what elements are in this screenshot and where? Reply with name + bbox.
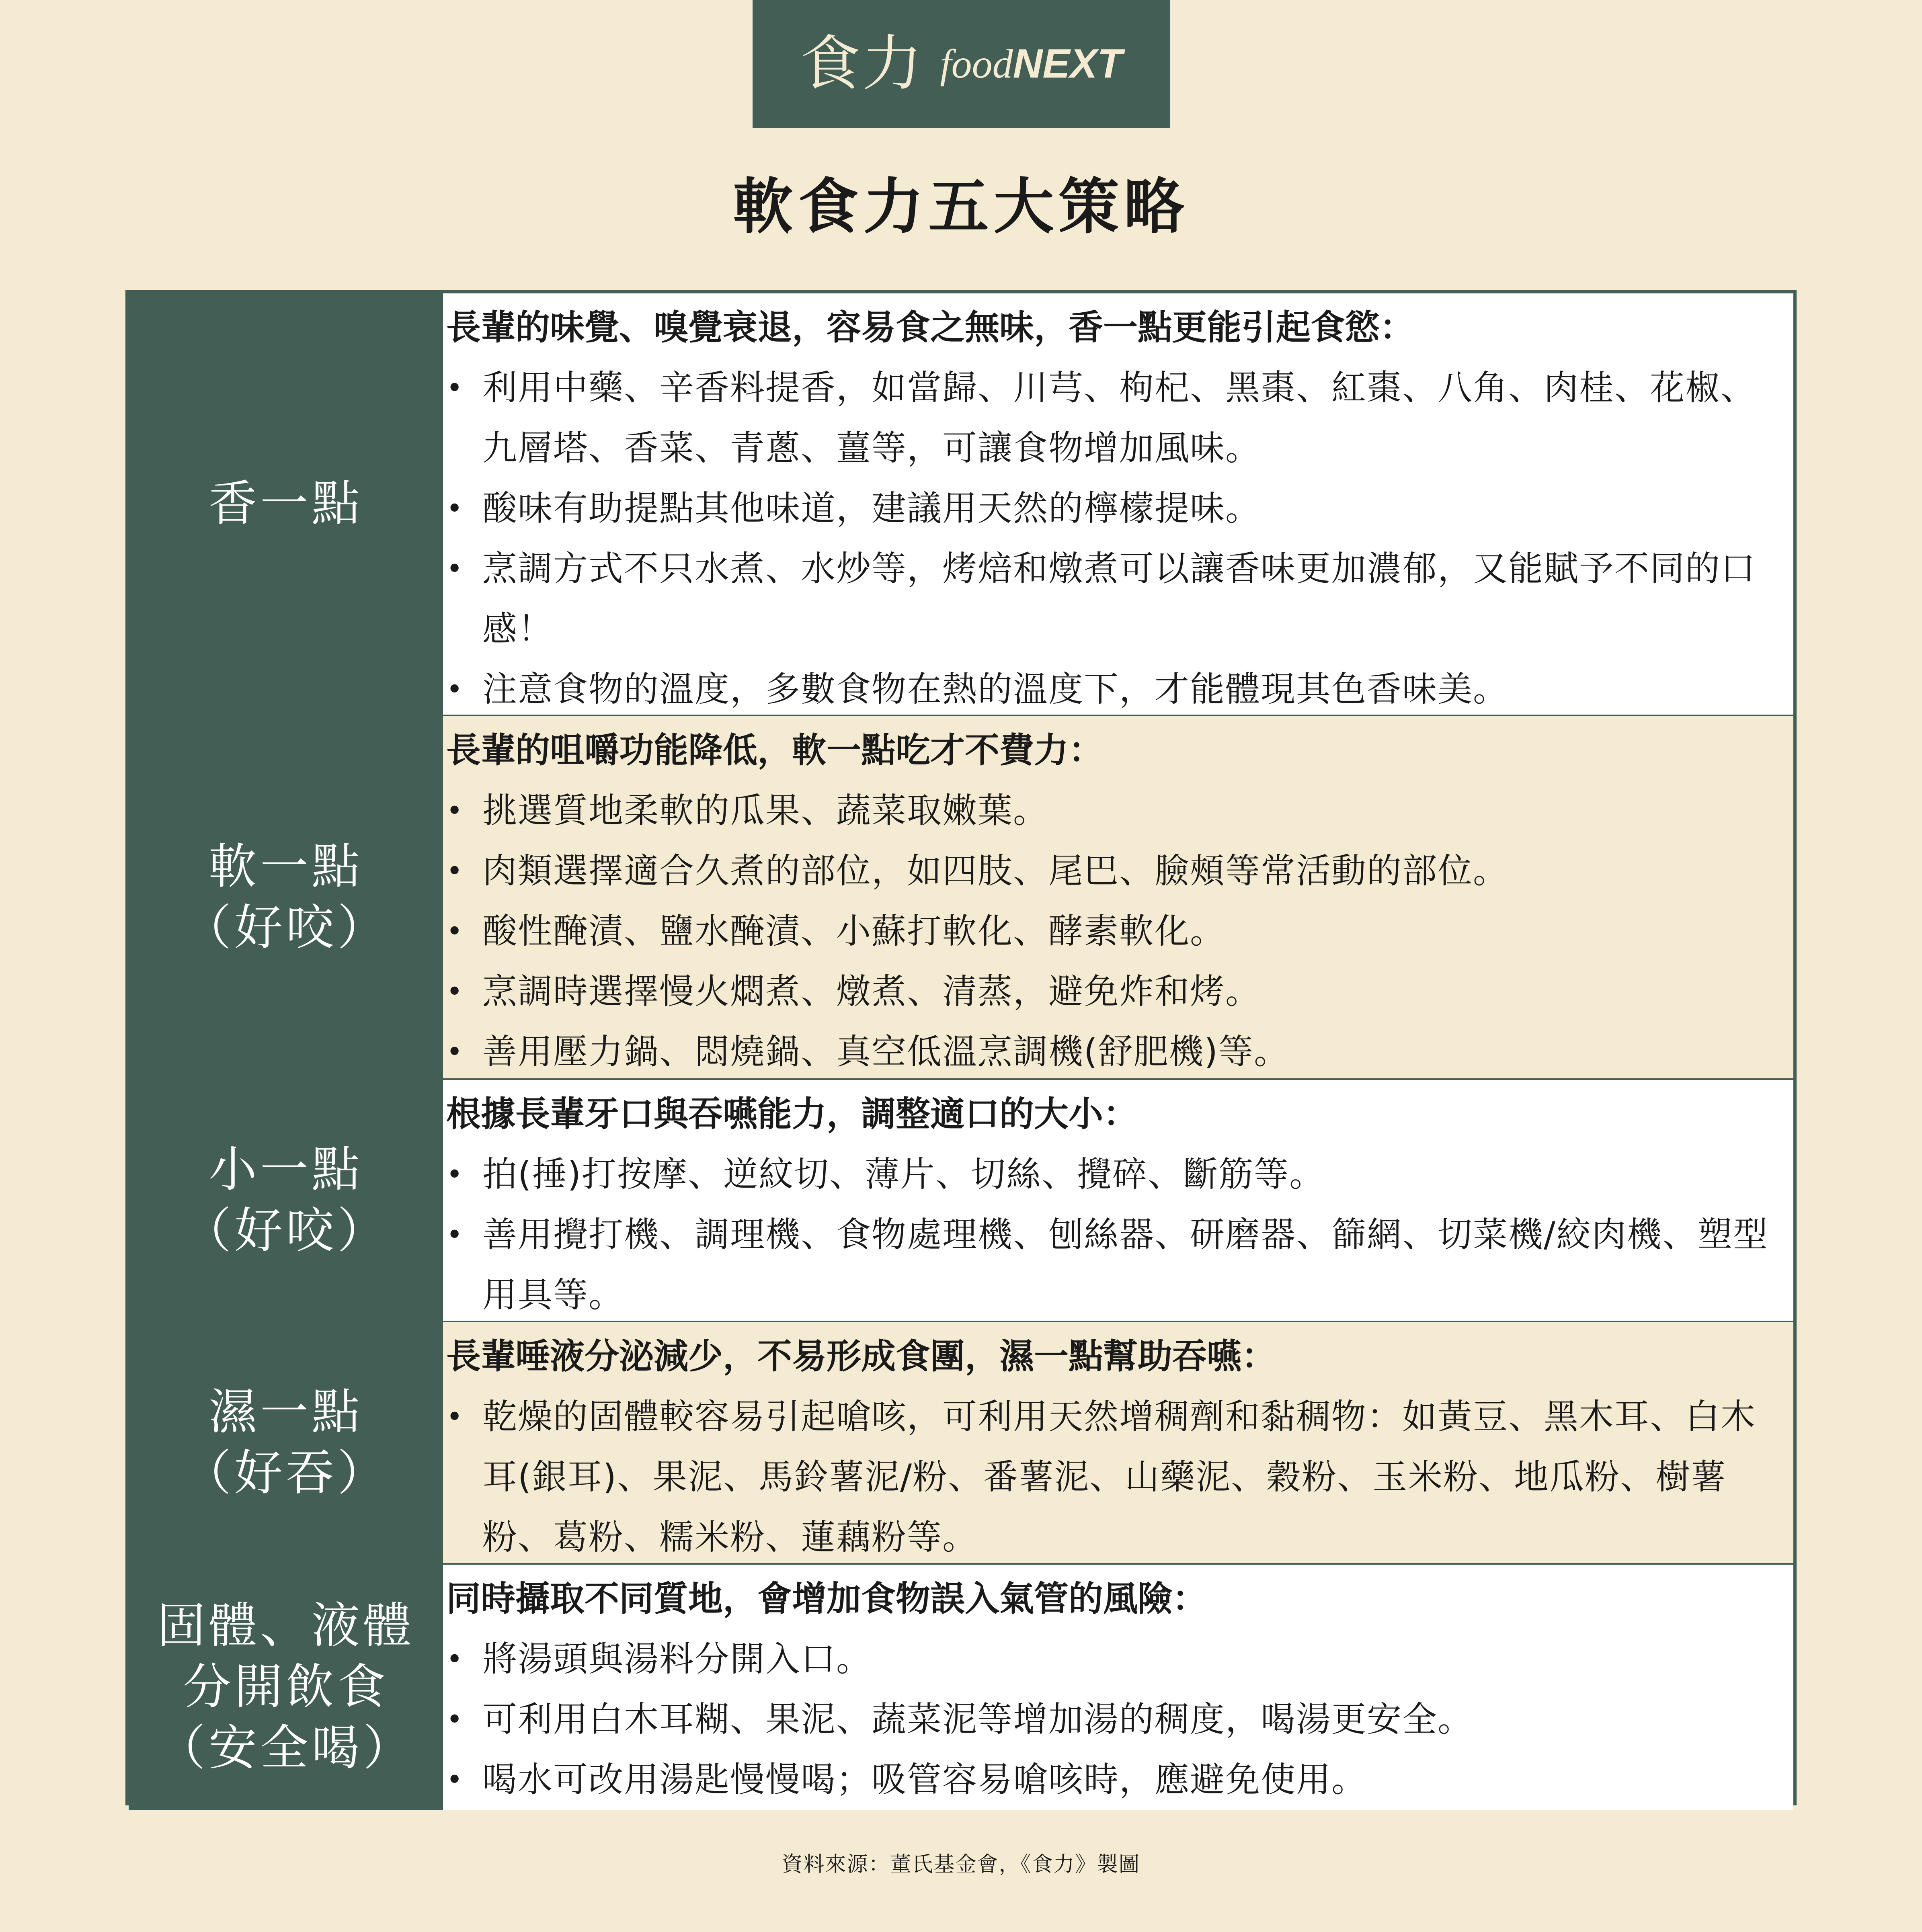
row-heading: 長輩的味覺、嗅覺衰退，容易食之無味，香一點更能引起食慾： (446, 307, 1414, 348)
row-label (129, 1080, 443, 1321)
list-item: • 挑選質地柔軟的瓜果、蔬菜取嫩葉。 (446, 781, 1777, 841)
logo-chinese-text: 食力 (800, 29, 924, 99)
table-row-moisture (129, 1322, 1793, 1565)
list-item: • 利用中藥、辛香料提香，如當歸、川芎、枸杞、黑棗、紅棗、八角、肉桂、花椒、九層塔、香菜、青蔥、薑等，可讓食物增加風味。 (446, 358, 1777, 478)
table-row-size (129, 1080, 1793, 1322)
row-label-line: 固體、液體 (157, 1598, 414, 1654)
row-label-line: 軟一點 (209, 838, 363, 895)
logo-food-text: food (940, 41, 1013, 87)
row-label (129, 293, 443, 715)
table-row-softness (129, 716, 1793, 1080)
row-label-line: （好咬） (183, 899, 389, 956)
list-item: • 喝水可改用湯匙慢慢喝；吸管容易嗆咳時，應避免使用。 (446, 1750, 1777, 1810)
row-label-line: （好咬） (183, 1203, 389, 1259)
row-label (129, 716, 443, 1078)
page-title: 軟食力五大策略 (733, 172, 1189, 242)
row-heading: 長輩的咀嚼功能降低，軟一點吃才不費力： (446, 730, 1103, 770)
row-label (129, 1565, 443, 1810)
row-label-line: 小一點 (209, 1141, 363, 1198)
logo-next-text: NEXT (1013, 41, 1122, 86)
row-content (443, 1080, 1793, 1321)
strategy-table (125, 290, 1797, 1805)
bullet-list (446, 358, 1777, 715)
row-content (443, 293, 1793, 715)
row-heading: 長輩唾液分泌減少，不易形成食團，濕一點幫助吞嚥： (446, 1336, 1276, 1377)
row-heading: 同時攝取不同質地，會增加食物誤入氣管的風險： (446, 1579, 1207, 1619)
bullet-list (446, 1387, 1777, 1563)
list-item: • 酸性醃漬、鹽水醃漬、小蘇打軟化、酵素軟化。 (446, 901, 1777, 961)
brand-logo (753, 0, 1170, 128)
list-item: • 將湯頭與湯料分開入口。 (446, 1629, 1777, 1689)
row-content (443, 1322, 1793, 1563)
list-item: • 肉類選擇適合久煮的部位，如四肢、尾巴、臉頰等常活動的部位。 (446, 841, 1777, 901)
list-item: • 可利用白木耳糊、果泥、蔬菜泥等增加湯的稠度，喝湯更安全。 (446, 1689, 1777, 1750)
bullet-list (446, 1629, 1777, 1810)
list-item: • 烹調時選擇慢火燜煮、燉煮、清蒸，避免炸和烤。 (446, 961, 1777, 1022)
row-label-line: （安全喝） (157, 1720, 414, 1776)
row-label-line: 分開飲食 (183, 1659, 389, 1715)
list-item: • 拍(捶)打按摩、逆紋切、薄片、切絲、攪碎、斷筋等。 (446, 1144, 1777, 1205)
row-content (443, 716, 1793, 1078)
list-item: • 酸味有助提點其他味道，建議用天然的檸檬提味。 (446, 478, 1777, 539)
list-item: • 善用壓力鍋、悶燒鍋、真空低溫烹調機(舒肥機)等。 (446, 1022, 1777, 1078)
logo-english-text (940, 43, 1122, 85)
bullet-list (446, 1144, 1777, 1321)
row-heading: 根據長輩牙口與吞嚥能力，調整適口的大小： (446, 1094, 1138, 1134)
list-item: • 烹調方式不只水煮、水炒等，烤焙和燉煮可以讓香味更加濃郁，又能賦予不同的口感！ (446, 539, 1777, 659)
row-label-line: 香一點 (209, 476, 363, 532)
row-label (129, 1322, 443, 1563)
list-item: • 注意食物的溫度，多數食物在熱的溫度下，才能體現其色香味美。 (446, 659, 1777, 715)
bullet-list (446, 781, 1777, 1078)
row-content (443, 1565, 1793, 1810)
list-item: • 善用攪打機、調理機、食物處理機、刨絲器、研磨器、篩網、切菜機/絞肉機、塑型用具等。 (446, 1205, 1777, 1321)
table-row-fragrance (129, 293, 1793, 716)
table-row-separate (129, 1565, 1793, 1810)
row-label-line: （好吞） (183, 1445, 389, 1501)
row-label-line: 濕一點 (209, 1384, 363, 1440)
source-note: 資料來源：董氏基金會，《食力》製圖 (782, 1852, 1140, 1877)
list-item: • 乾燥的固體較容易引起嗆咳，可利用天然增稠劑和黏稠物：如黃豆、黑木耳、白木耳(銀耳)、果泥、馬鈴薯泥/粉、番薯泥、山藥泥、穀粉、玉米粉、地瓜粉、樹薯粉、葛粉、糯米粉、蓮藕粉等。 (446, 1387, 1777, 1563)
